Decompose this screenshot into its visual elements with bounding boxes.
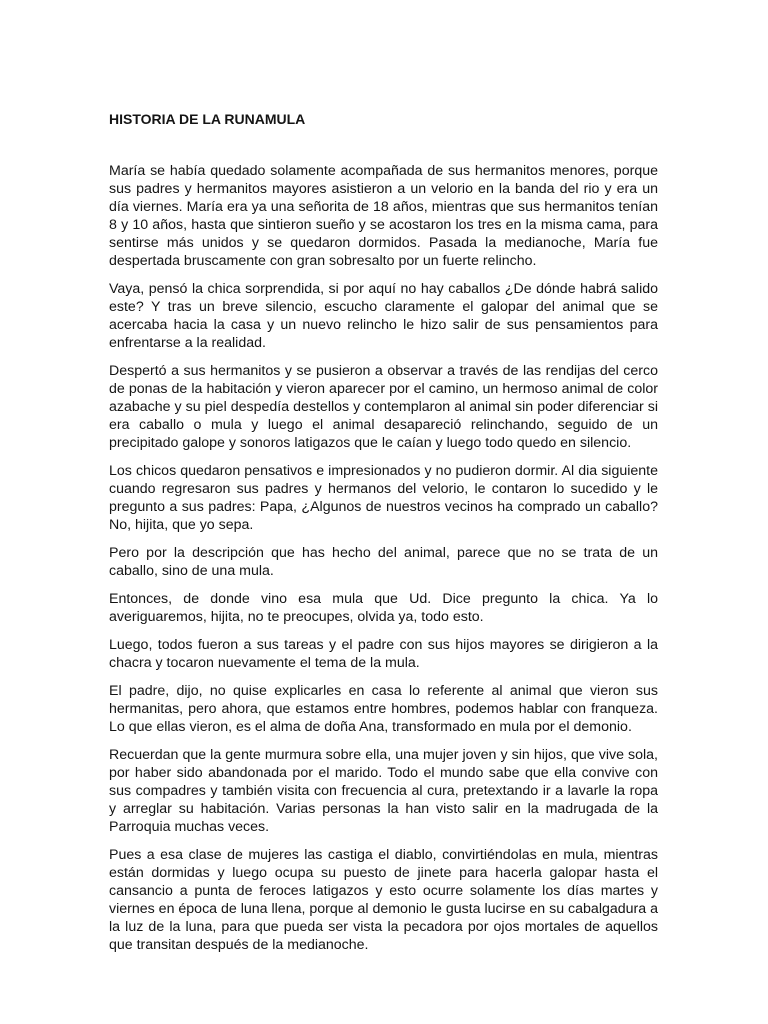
paragraph-9: Recuerdan que la gente murmura sobre ella, una mujer joven y sin hijos, que vive sola, por haber sido abandonada por el marido. Todo el mundo sabe que ella convive con sus compadres y también visita con frecuencia al cura, pretextando ir a lavarle la ropa y arreglar su habitación. Varias personas la han visto salir en la madrugada de la Parroquia muchas veces. (109, 747, 658, 835)
paragraph-8: El padre, dijo, no quise explicarles en casa lo referente al animal que vieron sus hermanitas, pero ahora, que estamos entre hombres, podemos hablar con franqueza. Lo que ellas vieron, es el alma de doña Ana, transformado en mula por el demonio. (109, 683, 658, 735)
paragraph-1: María se había quedado solamente acompañada de sus hermanitos menores, porque sus padres y hermanitos mayores asistieron a un velorio en la banda del rio y era un día viernes. María era ya una señorita de 18 años, mientras que sus hermanitos tenían 8 y 10 años, hasta que sintieron sueño y se acostaron los tres en la misma cama, para sentirse más unidos y se quedaron dormidos. Pasada la medianoche, María fue despertada bruscamente con gran sobresalto por un fuerte relincho. (109, 163, 658, 269)
document-page (109, 110, 658, 964)
paragraph-7: Luego, todos fueron a sus tareas y el padre con sus hijos mayores se dirigieron a la chacra y tocaron nuevamente el tema de la mula. (109, 637, 658, 671)
paragraph-5: Pero por la descripción que has hecho del animal, parece que no se trata de un caballo, sino de una mula. (109, 545, 658, 579)
document-title: HISTORIA DE LA RUNAMULA (109, 111, 306, 127)
paragraph-2: Vaya, pensó la chica sorprendida, si por aquí no hay caballos ¿De dónde habrá salido este? Y tras un breve silencio, escucho claramente el galopar del animal que se acercaba hacia la casa y un nuevo relincho le hizo salir de sus pensamientos para enfrentarse a la realidad. (109, 281, 658, 351)
paragraph-10: Pues a esa clase de mujeres las castiga el diablo, convirtiéndolas en mula, mientras están dormidas y luego ocupa su puesto de jinete para hacerla galopar hasta el cansancio a punta de feroces latigazos y esto ocurre solamente los días martes y viernes en época de luna llena, porque al demonio le gusta lucirse en su cabalgadura a la luz de la luna, para que pueda ser vista la pecadora por ojos mortales de aquellos que transitan después de la medianoche. (109, 847, 658, 953)
paragraph-6: Entonces, de donde vino esa mula que Ud. Dice pregunto la chica. Ya lo averiguaremos, hijita, no te preocupes, olvida ya, todo esto. (109, 591, 658, 625)
paragraph-4: Los chicos quedaron pensativos e impresionados y no pudieron dormir. Al dia siguiente cuando regresaron sus padres y hermanos del velorio, le contaron lo sucedido y le pregunto a sus padres: Papa, ¿Algunos de nuestros vecinos ha comprado un caballo? No, hijita, que yo sepa. (109, 463, 658, 533)
paragraph-3: Despertó a sus hermanitos y se pusieron a observar a través de las rendijas del cerco de ponas de la habitación y vieron aparecer por el camino, un hermoso animal de color azabache y su piel despedía destellos y contemplaron al animal sin poder diferenciar si era caballo o mula y luego el animal desapareció relinchando, seguido de un precipitado galope y sonoros latigazos que le caían y luego todo quedo en silencio. (109, 363, 658, 451)
